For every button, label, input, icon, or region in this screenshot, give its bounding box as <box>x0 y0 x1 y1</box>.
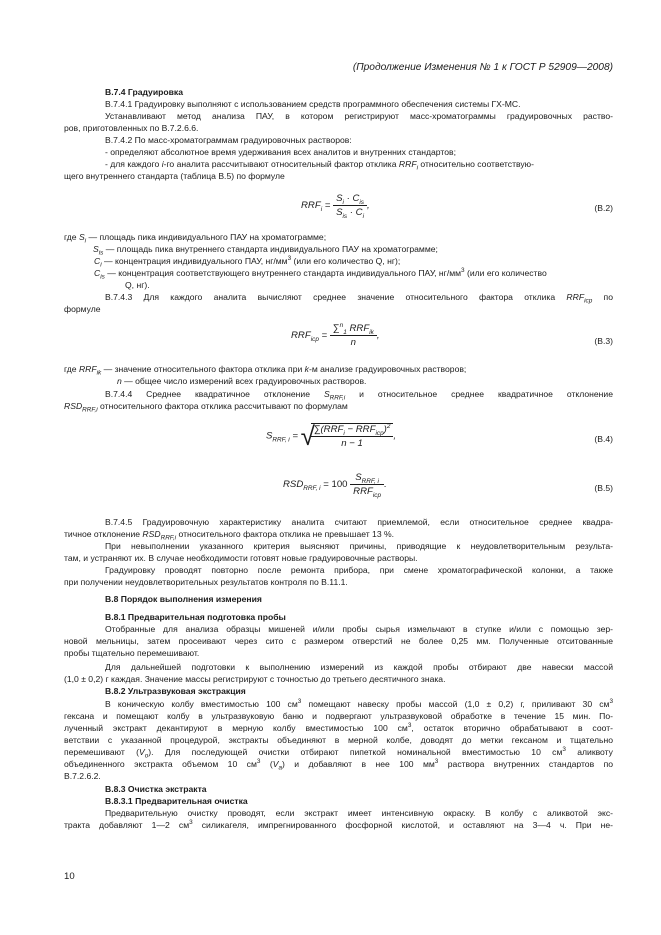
formula-b3: $RRF_{icp}$ = $\frac{\sum^n_1 RRF_{ik}}{n}$ , <box>291 321 380 348</box>
paragraph-b82-line7: В.7.2.6.2. <box>64 771 101 781</box>
paragraph-b741b-line2: ров, приготовленных по В.7.2.6.6. <box>64 123 199 133</box>
equation-number-b5: (В.5) <box>594 483 613 493</box>
paragraph-b743-line2: формуле <box>64 304 101 314</box>
where-b3-item1: где $RRF_{ik}$ — значение относительного фактора отклика при k-м анализе градуировочных растворов; <box>64 364 467 377</box>
paragraph-b745-line2: тичное отклонение $RSD_{RRF,i}$ относительного фактора отклика не превышает 13 %. <box>64 529 395 542</box>
formula-b5: $RSD_{RRF, i} = 100$ $\frac{S_{RRF, i}}{RRF_{icp}}$ . <box>283 472 387 499</box>
paragraph-b81-line5: (1,0 ± 0,2) г каждая. Значение массы регистрируют с точностью до третьего десятичного знака. <box>64 674 446 684</box>
paragraph-b82-line4: ветствии с указанной процедурой, экстракты объединяют в мерной колбе, доводят до метки гексаном и тщательно <box>64 735 613 745</box>
paragraph-b81-line2: новой мельницы, затем просеивают через сито с размером отверстий не более 0,25 мм. Полученные отситованные <box>64 636 613 646</box>
paragraph-b82-line6: объединенного экстракта объемом 10 $см^3$ $(V_a)$ и добавляют в нее 100 $мм^3$ раствора внутренних стандартов по <box>64 758 613 772</box>
paragraph-b743-line1: В.7.4.3 Для каждого аналита вычисляют среднее значение относительного фактора отклика $RRF_{icp}$ по <box>105 292 613 305</box>
paragraph-b81-line1: Отобранные для анализа образцы мишеней и/или пробы сырья измельчают в ступке и/или с помощью зер- <box>105 624 613 634</box>
section-heading-b83: В.8.3 Очистка экстракта <box>105 784 207 794</box>
paragraph-b831-line1: Предварительную очистку проводят, если экстракт имеет интенсивную окраску. В колбу с аликвотой экс- <box>105 808 613 818</box>
list-item-b742-2-cont: щего внутреннего стандарта (таблица В.5) по формуле <box>64 171 285 181</box>
paragraph-b82-line5: перемешивают $(V_o)$. Для последующей очистки отбирают пипеткой номинальной вместимостью 10 $см^3$ аликвоту <box>64 746 613 760</box>
paragraph-b82-line3: лученный экстракт декантируют в мерную колбу вместимостью 100 $см^3$, остаток вторично обрабатывают в соот- <box>64 722 613 733</box>
paragraph-b745-line4: там, и устраняют их. В случае необходимости готовят новые градуировочные растворы. <box>64 553 418 563</box>
paragraph-b741b-line1: Устанавливают метод анализа ПАУ, в котором регистрируют масс-хроматограммы градуировочных раство- <box>105 111 613 121</box>
where-b2-item4-cont: Q, нг). <box>125 280 150 290</box>
section-heading-b82: В.8.2 Ультразвуковая экстракция <box>105 686 246 696</box>
equation-number-b3: (В.3) <box>594 336 613 346</box>
document-header: (Продолжение Изменения № 1 к ГОСТ Р 52909—2008) <box>352 62 613 73</box>
where-b2-item1: где $S_i$ — площадь пика индивидуального ПАУ на хроматограмме; <box>64 232 327 245</box>
formula-b2: $RRF_i$ = $\frac{S_i \cdot C_{is}}{S_{is} \cdot C_i}$ , <box>301 193 370 220</box>
equation-number-b4: (В.4) <box>594 434 613 444</box>
paragraph-b82-line2: гексана и помещают колбу в ультразвуковую баню и подвергают ультразвуковой обработке в течение 15 мин. По- <box>64 711 613 721</box>
formula-b4: $S_{RRF, i}$ = √ $\frac{\sum(RRF_i - RRF_{icp})^2}{n - 1}$ , <box>266 421 397 451</box>
paragraph-b744-line2: $RSD_{RRF,i}$ относительного фактора отклика рассчитывают по формулам <box>64 401 348 414</box>
where-b2-item2: $S_{is}$ — площадь пика внутреннего стандарта индивидуального ПАУ на хроматограмме; <box>93 244 438 257</box>
section-heading-b74: В.7.4 Градуировка <box>105 87 183 97</box>
where-b2-item4: $C_{is}$ — концентрация соответствующего внутреннего стандарта индивидуального ПАУ, $нг/мм^3$ (или его количество <box>94 267 547 281</box>
page-number: 10 <box>64 871 75 882</box>
where-b2-item3: $C_i$ — концентрация индивидуального ПАУ, $нг/мм^3$ (или его количество Q, нг); <box>94 255 401 269</box>
list-item-b742-1: - определяют абсолютное время удерживания всех аналитов и внутренних стандартов; <box>105 147 456 157</box>
list-item-b742-2: - для каждого i-го аналита рассчитывают относительный фактор отклика $RRF_i$ относительно соответствую- <box>105 159 534 172</box>
where-b3-item2: n — общее число измерений всех градуировочных растворов. <box>117 376 367 386</box>
section-heading-b81: В.8.1 Предварительная подготовка пробы <box>105 612 286 622</box>
paragraph-b831-line2: тракта добавляют 1—2 $см^3$ силикагеля, импрегнированного фосфорной кислотой, и оставляют на 3—4 ч. При не- <box>64 819 613 830</box>
paragraph-b82-line1: В коническую колбу вместимостью 100 $см^3$ помещают навеску пробы массой (1,0 ± 0,2) г, приливают 30 $см^3$ <box>105 698 613 709</box>
paragraph-b745-line3: При невыполнении указанного критерия выясняют причины, приводящие к неудовлетворительным результа- <box>105 541 613 551</box>
paragraph-b745-line6: при получении неудовлетворительных результатов контроля по В.11.1. <box>64 577 348 587</box>
paragraph-b745-line5: Градуировку проводят повторно после ремонта прибора, при смене хроматографической колонки, а также <box>105 565 613 575</box>
paragraph-b745-line1: В.7.4.5 Градуировочную характеристику аналита считают приемлемой, если относительное среднее квадра- <box>105 517 613 527</box>
paragraph-b81-line4: Для дальнейшей подготовки к выполнению измерений из каждой пробы отбирают две навески массой <box>105 662 613 672</box>
paragraph-b741: В.7.4.1 Градуировку выполняют с использованием средств программного обеспечения системы ГХ-МС. <box>105 99 521 109</box>
paragraph-b744-line1: В.7.4.4 Среднее квадратичное отклонение $S_{RRF,i}$ и относительное среднее квадратичное отклонение <box>105 389 613 402</box>
paragraph-b742: В.7.4.2 По масс-хроматограммам градуировочных растворов: <box>105 135 352 145</box>
paragraph-b81-line3: пробы тщательно перемешивают. <box>64 648 200 658</box>
section-heading-b831: В.8.3.1 Предварительная очистка <box>105 796 248 806</box>
equation-number-b2: (В.2) <box>594 203 613 213</box>
section-heading-b8: В.8 Порядок выполнения измерения <box>105 594 262 604</box>
